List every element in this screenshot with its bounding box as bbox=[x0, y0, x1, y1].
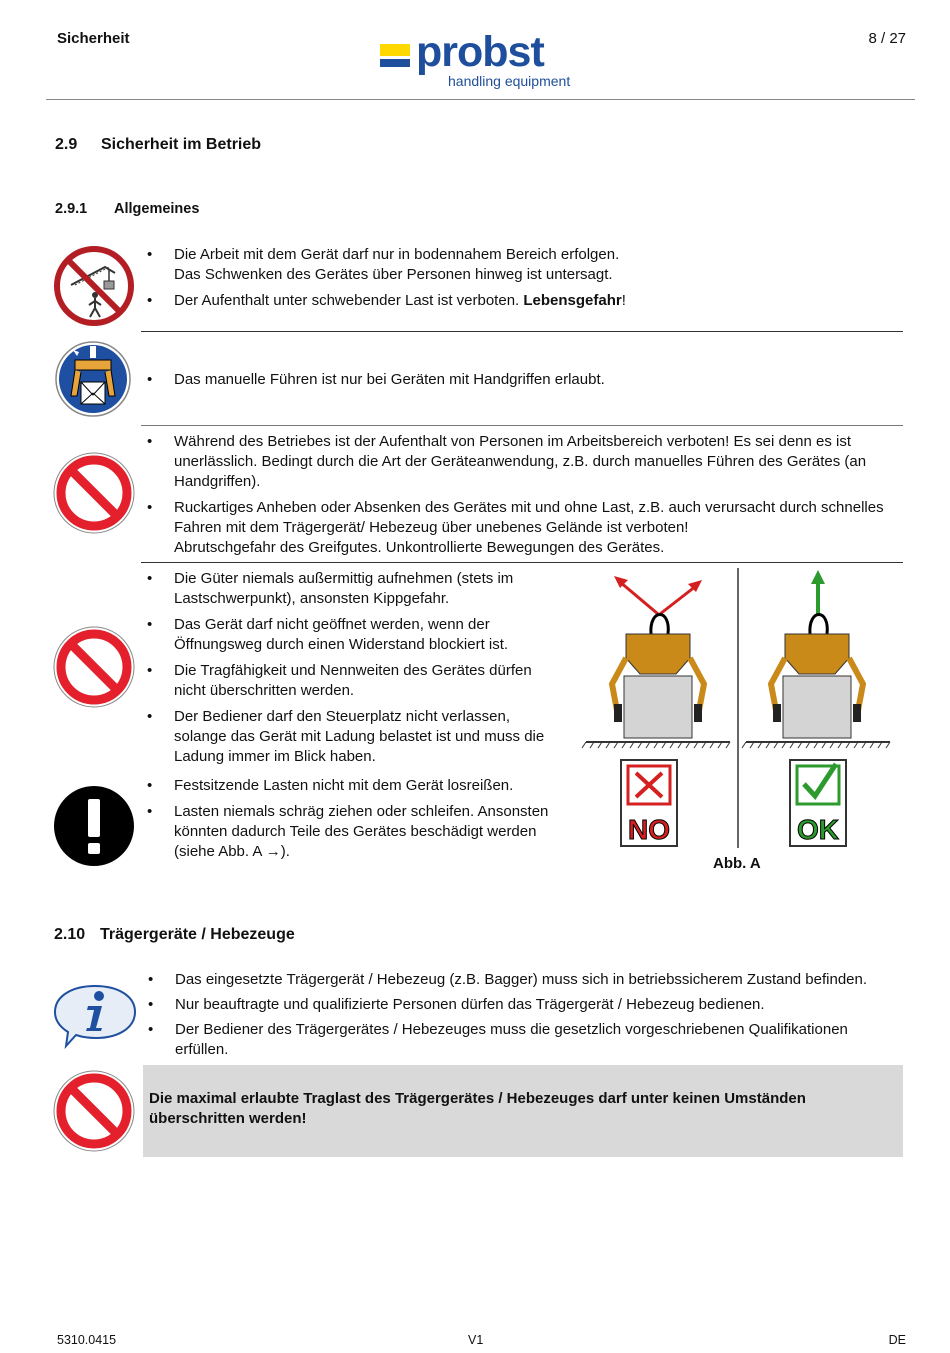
prohibition-icon bbox=[53, 1070, 135, 1152]
section-number: 2.9.1 bbox=[55, 201, 88, 217]
block-6-list bbox=[147, 970, 903, 1066]
footer-doc-number: 5310.0415 bbox=[57, 1333, 117, 1347]
exclamation-icon bbox=[53, 785, 135, 867]
section-title: Trägergeräte / Hebezeuge bbox=[100, 926, 295, 943]
list-item: • Die Tragfähigkeit und Nennweiten des Gerätes dürfen nicht überschritten werden. bbox=[146, 661, 566, 701]
emphasis: Lebensgefahr bbox=[523, 292, 622, 309]
figure-no-scene bbox=[582, 576, 730, 846]
block-4-list bbox=[146, 569, 566, 773]
section-heading-2-9 bbox=[55, 136, 261, 154]
list-item: • Das eingesetzte Trägergerät / Hebezeug (z.B. Bagger) muss sich in betriebssicherem Zustand befinden. bbox=[147, 970, 903, 990]
section-title: Allgemeines bbox=[114, 201, 200, 217]
figure-ok-label: OK bbox=[797, 814, 839, 845]
info-icon bbox=[52, 982, 138, 1050]
figure-no-label: NO bbox=[628, 814, 670, 845]
logo-wordmark: probst bbox=[416, 28, 544, 76]
footer-language: DE bbox=[888, 1333, 906, 1347]
list-item: • Lasten niemals schräg ziehen oder schleifen. Ansonsten könnten dadurch Teile des Gerätes beschädigt werden (siehe Abb. A →). bbox=[146, 802, 566, 862]
divider bbox=[141, 425, 903, 426]
block-2-list bbox=[146, 370, 906, 396]
logo-blue-bar bbox=[380, 59, 410, 67]
section-title: Sicherheit im Betrieb bbox=[101, 136, 262, 153]
warning-box: Die maximal erlaubte Traglast des Trägergerätes / Hebezeuges darf unter keinen Umständen überschritten werden! bbox=[143, 1065, 903, 1157]
list-item: • Der Bediener darf den Steuerplatz nicht verlassen, solange das Gerät mit Ladung belastet ist und muss die Ladung immer im Blick haben. bbox=[146, 707, 566, 767]
block-1-list bbox=[146, 245, 906, 317]
logo-subtitle: handling equipment bbox=[448, 73, 571, 89]
section-heading-2-9-1 bbox=[55, 201, 199, 217]
list-item: • Während des Betriebes ist der Aufenthalt von Personen im Arbeitsbereich verboten! Es sei denn es ist unerlässlich. Bedingt durch die Art der Geräteanwendung, z.B. durch manuelles Führen des Gerätes (an Handgriffen). bbox=[146, 432, 902, 492]
divider bbox=[141, 331, 903, 332]
page-number: 8 / 27 bbox=[868, 30, 906, 47]
list-item: • Das manuelle Führen ist nur bei Geräten mit Handgriffen erlaubt. bbox=[146, 370, 906, 390]
list-item: • Die Arbeit mit dem Gerät darf nur in bodennahem Bereich erfolgen. Das Schwenken des Gerätes über Personen hinweg ist untersagt. bbox=[146, 245, 906, 285]
manual-guiding-icon bbox=[53, 340, 133, 418]
figure-caption: Abb. A bbox=[713, 855, 761, 872]
list-item: • Das Gerät darf nicht geöffnet werden, wenn der Öffnungsweg durch einen Widerstand blockiert ist. bbox=[146, 615, 566, 655]
divider bbox=[141, 562, 903, 563]
logo-yellow-bar bbox=[380, 44, 410, 56]
header-divider bbox=[46, 99, 915, 100]
list-item: • Der Aufenthalt unter schwebender Last ist verboten. Lebensgefahr! bbox=[146, 291, 906, 311]
prohibition-icon bbox=[53, 626, 135, 708]
prohibition-icon bbox=[53, 452, 135, 534]
block-3-list bbox=[146, 432, 902, 564]
header-section-title: Sicherheit bbox=[57, 30, 130, 47]
list-item: • Nur beauftragte und qualifizierte Personen dürfen das Trägergerät / Hebezeug bedienen. bbox=[147, 995, 903, 1015]
list-item: • Ruckartiges Anheben oder Absenken des Gerätes mit und ohne Last, z.B. auch verursacht durch schnelles Fahren mit dem Trägergerät/ Hebezeug über unebenes Gelände ist verboten! Abrutschgefahr des Greifgutes. Unkontrollierte Bewegungen des Gerätes. bbox=[146, 498, 902, 558]
section-number: 2.9 bbox=[55, 136, 78, 153]
list-item: • Die Güter niemals außermittig aufnehmen (stets im Lastschwerpunkt), ansonsten Kippgefahr. bbox=[146, 569, 566, 609]
section-heading-2-10 bbox=[54, 926, 295, 944]
footer-version: V1 bbox=[468, 1333, 484, 1347]
list-item: • Festsitzende Lasten nicht mit dem Gerät losreißen. bbox=[146, 776, 566, 796]
probst-logo bbox=[378, 28, 593, 92]
figure-abb-a bbox=[578, 566, 898, 856]
section-number: 2.10 bbox=[54, 926, 86, 943]
block-5-list bbox=[146, 776, 566, 868]
figure-ok-scene bbox=[742, 570, 890, 846]
no-persons-under-load-icon bbox=[53, 245, 135, 327]
list-item: • Der Bediener des Trägergerätes / Hebezeuges muss die gesetzlich vorgeschriebenen Qualifikationen erfüllen. bbox=[147, 1020, 903, 1060]
